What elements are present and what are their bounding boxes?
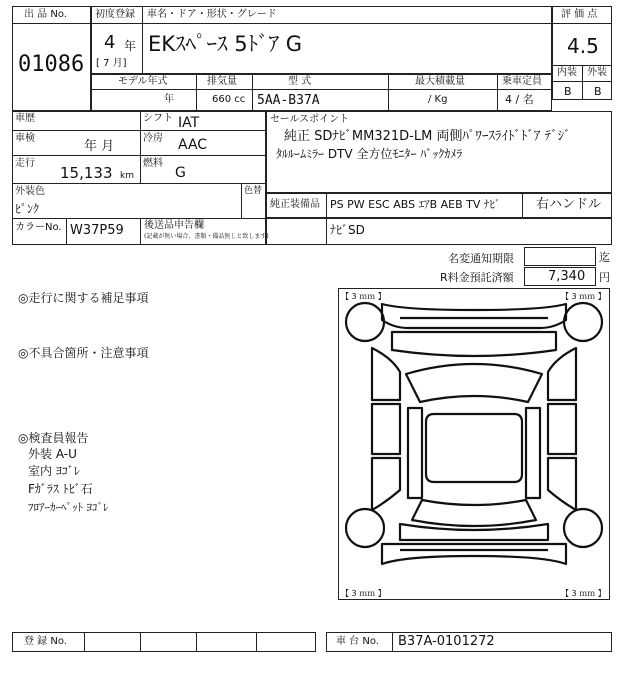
steering-value: 右ハンドル xyxy=(536,197,602,212)
exterior-grade: B xyxy=(594,85,602,98)
displacement-value: 660 cc xyxy=(212,94,246,105)
color-no-label: カラーNo. xyxy=(15,222,62,233)
capacity-label: 乗車定員 xyxy=(502,76,542,87)
name-change-label: 名変通知期限 xyxy=(448,252,514,265)
color-value: ﾋﾟﾝｸ xyxy=(15,202,40,216)
recycle-label: R料金預託済額 xyxy=(440,271,514,284)
wheel-front-right xyxy=(564,303,602,341)
mileage-value: 15,133 xyxy=(60,164,113,182)
aircon-value: AAC xyxy=(178,137,208,153)
lot-number-label: 出 品 No. xyxy=(24,9,67,20)
score-value: 4.5 xyxy=(567,34,599,58)
inspector-line: Fｶﾞﾗｽ ﾄﾋﾞ石 xyxy=(28,482,93,496)
aircon-label: 冷房 xyxy=(143,133,163,144)
wheel-rear-right xyxy=(564,509,602,547)
inspection-value: 年 月 xyxy=(84,139,115,154)
sales-point-line-1: 純正 SDﾅﾋﾞMM321D-LM 両側ﾊﾟﾜｰｽﾗｲﾄﾞﾄﾞｱ ﾃﾞｼﾞ xyxy=(284,129,571,144)
mileage-unit: km xyxy=(120,171,134,181)
fuel-label: 燃料 xyxy=(143,158,163,169)
max-load-label: 最大積載量 xyxy=(415,76,465,87)
chassis-number: B37A-0101272 xyxy=(398,634,495,649)
aftermarket-note: (記載が無い場合、書類・備品無しと致します) xyxy=(144,233,269,240)
mileage-label: 走行 xyxy=(15,158,35,169)
left-side-panel xyxy=(372,348,400,400)
aftermarket-value: ﾅﾋﾞSD xyxy=(330,223,365,237)
inspection-label: 車検 xyxy=(15,133,35,144)
tread-depth-front-left: 【 3 ｍｍ 】 xyxy=(341,292,386,301)
windshield xyxy=(406,364,542,402)
sales-point-line-2: ﾀﾙﾙｰﾑﾐﾗｰ DTV 全方位ﾓﾆﾀｰ ﾊﾞｯｸｶﾒﾗ xyxy=(276,147,463,161)
interior-grade: B xyxy=(564,85,572,98)
lot-number: 01086 xyxy=(18,52,85,77)
equipment-label: 純正装備品 xyxy=(270,199,320,210)
sales-point-label: セールスポイント xyxy=(270,114,350,125)
capacity-value: 4 / 名 xyxy=(505,93,534,106)
recycle-unit: 円 xyxy=(599,271,610,284)
wheel-rear-left xyxy=(346,509,384,547)
inspector-line: 室内 ﾖｺﾞﾚ xyxy=(28,464,80,478)
model-year-label: モデル年式 xyxy=(118,76,168,87)
color-change-label: 色替 xyxy=(244,186,263,196)
history-label: 車歴 xyxy=(15,113,35,124)
shift-value: IAT xyxy=(178,115,200,131)
defect-notes-heading: ◎不具合箇所・注意事項 xyxy=(18,346,149,360)
score-label: 評 価 点 xyxy=(561,9,598,20)
type-label: 型 式 xyxy=(288,76,312,87)
right-side-panel xyxy=(548,348,576,400)
rear-bumper xyxy=(382,544,566,564)
car-name-label: 車名・ドア・形状・グレード xyxy=(147,9,277,20)
car-name: EKｽﾍﾟｰｽ 5ﾄﾞｱ G xyxy=(148,32,303,56)
aftermarket-label: 後送品申告欄 xyxy=(144,220,204,231)
exterior-label: 外装 xyxy=(587,67,607,78)
interior-label: 内装 xyxy=(557,67,577,78)
rear-glass xyxy=(412,500,536,526)
driving-notes-heading: ◎走行に関する補足事項 xyxy=(18,291,149,305)
front-bumper xyxy=(382,304,566,328)
chassis-number-label: 車 台 No. xyxy=(336,636,379,647)
car-body-diagram xyxy=(338,288,610,600)
model-year-unit: 年 xyxy=(164,94,174,105)
inspector-line: 外装 A-U xyxy=(28,447,77,461)
first-reg-year-unit: 年 xyxy=(124,39,137,53)
first-reg-month: [ 7 月] xyxy=(96,58,127,69)
first-reg-year: 4 xyxy=(104,32,116,53)
first-reg-label: 初度登録 xyxy=(95,9,135,20)
color-label: 外装色 xyxy=(15,186,45,197)
tread-depth-rear-right: 【 3 ｍｍ 】 xyxy=(561,589,606,598)
hood xyxy=(392,332,556,356)
tread-depth-front-right: 【 3 ｍｍ 】 xyxy=(561,292,606,301)
recycle-value: 7,340 xyxy=(548,269,586,284)
tread-depth-rear-left: 【 3 ｍｍ 】 xyxy=(341,589,386,598)
type-value: 5AA-B37A xyxy=(257,93,320,108)
displacement-label: 排気量 xyxy=(207,76,237,87)
name-change-field xyxy=(524,247,596,266)
max-load-unit: / Kg xyxy=(428,94,448,105)
name-change-suffix: 迄 xyxy=(599,251,610,264)
inspector-heading: ◎検査員報告 xyxy=(18,431,89,445)
equipment-value: PS PW ESC ABS ｴｱB AEB TV ﾅﾋﾞ xyxy=(330,198,501,211)
fuel-value: G xyxy=(175,165,186,181)
registration-number-label: 登 録 No. xyxy=(24,636,67,647)
color-no-value: W37P59 xyxy=(70,223,124,238)
aftermarket-value-box xyxy=(266,218,612,245)
shift-label: シフト xyxy=(143,113,173,124)
inspector-line: ﾌﾛｱｰｶｰﾍﾟｯﾄ ﾖｺﾞﾚ xyxy=(28,501,109,514)
wheel-front-left xyxy=(346,303,384,341)
roof xyxy=(426,414,522,482)
